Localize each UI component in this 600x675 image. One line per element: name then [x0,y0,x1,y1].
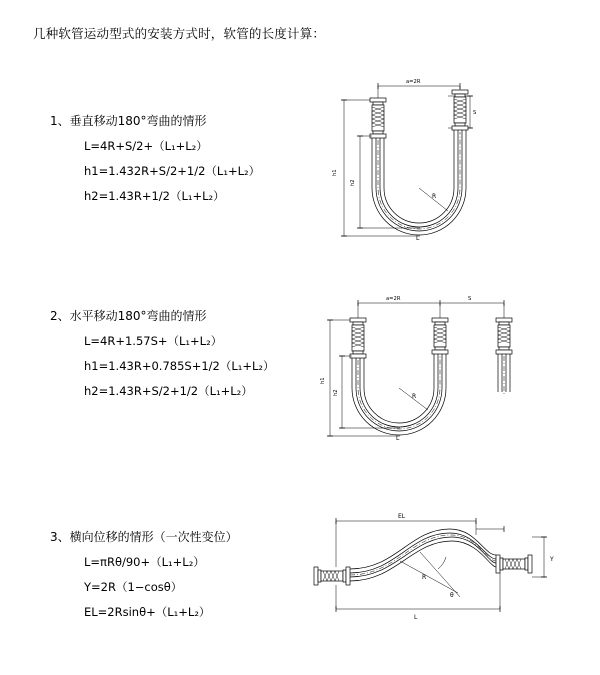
section-3-formula-3: EL=2Rsinθ+（L₁+L₂） [84,605,211,619]
dim2-r-label: R [412,393,417,400]
dim3-theta-label: θ [450,592,454,599]
dim2-h1-label: h1 [320,377,326,384]
dim-h2-label: h2 [350,179,356,186]
dim-l-label: L [416,235,420,242]
dim3-el-label: EL [398,513,406,520]
section-3-formula-1: L=πRθ/90+（L₁+L₂） [84,555,205,569]
diagram-lateral-offset [300,505,590,635]
dim2-s-top-label: S [468,296,472,302]
dim-s-label: S [473,110,477,116]
diagram-vertical-180-bend [320,68,580,253]
dim-h1-label: h1 [332,169,338,176]
dim3-l-label: L [414,614,418,621]
section-2-formula-1: L=4R+1.57S+（L₁+L₂） [84,334,223,348]
dim3-y-label: Y [550,556,554,563]
diagram-horizontal-180-bend [318,288,580,448]
section-3 [50,528,238,620]
section-1-formula-1: L=4R+S/2+（L₁+L₂） [84,139,208,153]
section-3-formula-2: Y=2R（1−cosθ） [84,580,183,594]
dim3-r-label: R [422,574,427,581]
section-2 [50,307,275,399]
page-title: 几种软管运动型式的安装方式时，软管的长度计算： [33,26,326,41]
dim2-l-label: L [396,435,400,442]
dim2-h2-label: h2 [333,389,339,396]
section-1-title: 1、垂直移动180°弯曲的情形 [50,114,207,128]
dim-r-label: R [432,193,437,200]
dim-a-2r-label: a=2R [406,79,421,85]
section-3-title: 3、横向位移的情形（一次性变位） [50,530,238,544]
section-2-formula-2: h1=1.43R+0.785S+1/2（L₁+L₂） [84,359,275,373]
section-1 [50,112,260,204]
section-1-formula-3: h2=1.43R+1/2（L₁+L₂） [84,189,225,203]
section-2-title: 2、水平移动180°弯曲的情形 [50,309,207,323]
section-1-formula-2: h1=1.432R+S/2+1/2（L₁+L₂） [84,164,261,178]
section-2-formula-3: h2=1.43R+S/2+1/2（L₁+L₂） [84,384,253,398]
dim2-a-2r-label: a=2R [386,296,401,302]
